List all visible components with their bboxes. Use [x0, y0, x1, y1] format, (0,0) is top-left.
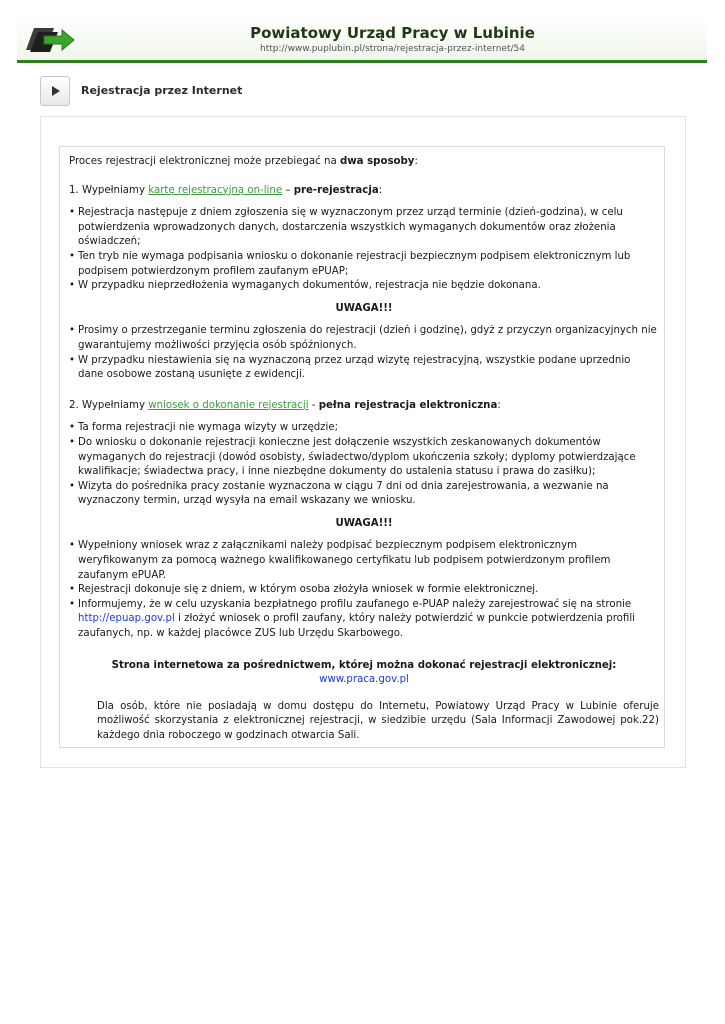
option2-list: [69, 421, 659, 509]
warning-heading: UWAGA!!!: [335, 517, 393, 529]
list-item: • Wypełniony wniosek wraz z załącznikami należy podpisać bezpiecznym podpisem elektronicznym weryfikowanym za pomocą ważnego kwalifikowanego certyfikatu lub podpisem potwierdzonym profilem zaufanym ePUAP.: [78, 539, 659, 583]
list-item: • Rejestracji dokonuje się z dniem, w którym osoba złożyła wniosek w formie elektronicznej.: [78, 583, 659, 598]
portal-paragraph: Strona internetowa za pośrednictwem, której można dokonać rejestracji elektronicznej: www.praca.gov.pl: [111, 659, 617, 686]
header-divider: [17, 60, 707, 63]
registration-card-link[interactable]: kartę rejestracyjną on-line: [148, 184, 283, 196]
option1-heading: 1. Wypełniamy kartę rejestracyjną on-line – pre-rejestracja:: [69, 184, 383, 196]
site-title: Powiatowy Urząd Pracy w Lubinie: [250, 24, 535, 42]
list-item: • Prosimy o przestrzeganie terminu zgłoszenia do rejestracji (dzień i godzinę), gdyż z przyczyn organizacyjnych nie gwarantujemy możliwości przyjęcia osób spóźnionych.: [78, 324, 659, 353]
epuap-link[interactable]: http://epuap.gov.pl: [78, 613, 175, 625]
list-item: • Wizyta do pośrednika pracy zostanie wyznaczona w ciągu 7 dni od dnia zarejestrowania, a wezwanie na wyznaczony termin, urząd wysyła na email wskazany we wniosku.: [78, 480, 659, 509]
page-title: Rejestracja przez Internet: [81, 84, 243, 97]
site-url[interactable]: http://www.puplubin.pl/strona/rejestracja-przez-internet/54: [260, 44, 525, 54]
list-item: • Do wniosku o dokonanie rejestracji konieczne jest dołączenie wszystkich zeskanowanych dokumentów wymaganych do rejestracji (dowód osobisty, świadectwo/dyplom ukończenia szkoły; dyplomy potwierdzające kwalifikacje; świadectwa pracy, i inne niezbędne dokumenty do ustalenia statusu i prawa do zasiłku);: [78, 436, 659, 480]
option1-warning-list: [69, 324, 659, 382]
praca-gov-link[interactable]: www.praca.gov.pl: [319, 674, 409, 686]
intro-paragraph: Proces rejestracji elektronicznej może przebiegać na dwa sposoby:: [69, 156, 418, 167]
list-item: • Ten tryb nie wymaga podpisania wniosku o dokonanie rejestracji bezpiecznym podpisem elektronicznym lub podpisem potwierdzonym profilem zaufanym ePUAP;: [78, 250, 659, 279]
application-form-link[interactable]: wniosek o dokonanie rejestracji: [148, 399, 309, 411]
list-item: • Informujemy, że w celu uzyskania bezpłatnego profilu zaufanego e-PUAP należy zarejestrować się na stronie http://epuap.gov.pl i złożyć wniosek o profil zaufany, który należy potwierdzić w punkcie potwierdzenia profili zaufanych, np. w każdej placówce ZUS lub Urzędu Skarbowego.: [78, 598, 659, 642]
warning-heading: UWAGA!!!: [335, 302, 393, 314]
option2-warning-list: [69, 539, 659, 641]
page-arrow-button[interactable]: [40, 76, 70, 106]
article-content: [69, 150, 659, 744]
list-item: • Ta forma rejestracji nie wymaga wizyty w urzędzie;: [78, 421, 659, 436]
offline-note: Dla osób, które nie posiadają w domu dostępu do Internetu, Powiatowy Urząd Pracy w Lubinie oferuje możliwość skorzystania z elektronicznej rejestracji, w siedzibie urzędu (Sala Informacji Zawodowej pok.22) każdego dnia roboczego w godzinach otwarcia Sali.: [97, 700, 659, 741]
option1-list: [69, 206, 659, 294]
list-item: • Rejestracja następuje z dniem zgłoszenia się w wyznaczonym przez urząd terminie (dzień-godzina), w celu potwierdzenia wprowadzonych danych, dostarczenia wszystkich wymaganych dokumentów oraz złożenia oświadczeń;: [78, 206, 659, 250]
list-item: • W przypadku nieprzedłożenia wymaganych dokumentów, rejestracja nie będzie dokonana.: [78, 279, 659, 294]
play-arrow-icon: [41, 77, 69, 105]
list-item: • W przypadku niestawienia się na wyznaczoną przez urząd wizytę rejestracyjną, wszystkie podane uprzednio dane osobowe zostaną usunięte z ewidencji.: [78, 354, 659, 383]
option2-heading: 2. Wypełniamy wniosek o dokonanie rejestracji - pełna rejestracja elektroniczna:: [69, 399, 501, 411]
